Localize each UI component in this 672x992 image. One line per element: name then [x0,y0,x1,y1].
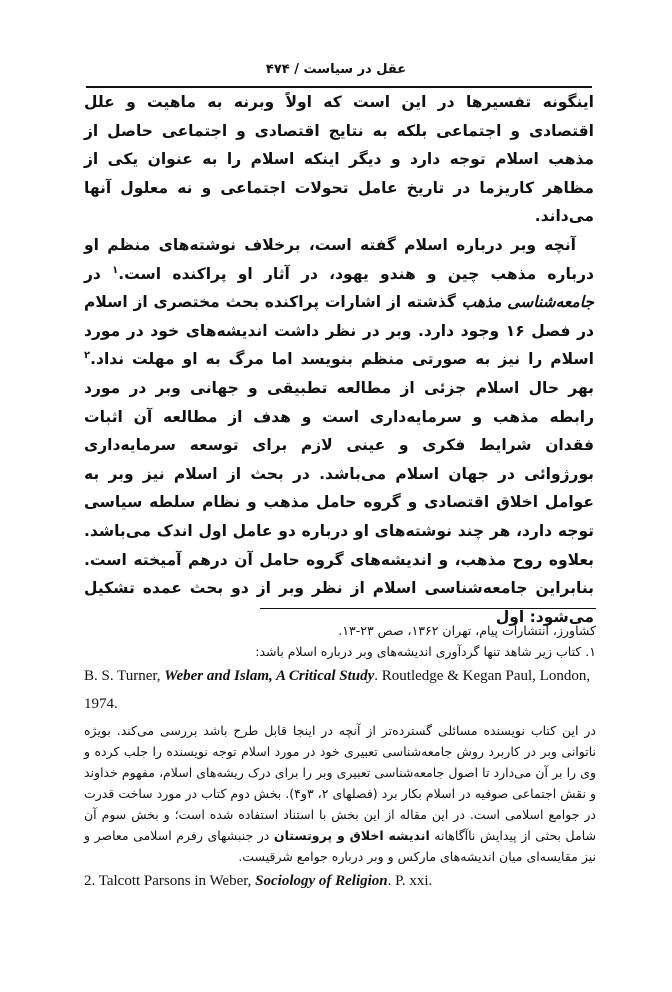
paragraph-2-part-a: آنچه وبر درباره اسلام گفته است، برخلاف نوشته‌های منظم او درباره مذهب چین و هندو یهود، در آثار او پراکنده است. [84,235,595,283]
footnote-1-body [84,720,596,867]
footnote-1-body-a: در این کتاب نویسنده مسائلی گسترده‌تر از آنچه در اینجا قابل طرح باشد بررسی می‌کند. بویژه ناتوانی وبر در کاربرد روش جامعه‌شناسی تعبیری خود در مورد اسلام توجه نویسنده را جلب کرده و وی را بر آن می‌دارد تا اصول جامعه‌شناسی تعبیری وبر را برای درک ریشه‌های اسلام، مفهوم خداوند و نقش اجتماعی صوفیه در اسلام بکار برد (فصلهای ۲، ۳و۴). بخش دوم کتاب در مورد ساخت قدرت در جوامع اسلامی است. در این مقاله از این بخش با استناد استفاده شده است؛ و بخش سوم آن شامل بحثی از پیدایش ناآگاهانه [84,723,596,843]
footnote-rule [260,608,596,609]
footnote-continuation: کشاورز، انتشارات پیام، تهران ۱۳۶۲، صص ۲۳-۱۳. [338,623,596,638]
paragraph-2-part-d: بهر حال اسلام جزئی از مطالعه تطبیقی و جهانی وبر در مورد رابطه مذهب و سرمایه‌داری است و هدف از مطالعه آن اثبات فقدان شرایط فکری و عینی لازم برای توسعه سرمایه‌داری بورژوائی در جهان اسلام می‌باشد. در بحث از اسلام نیز وبر به عوامل اخلاق اقتصادی و گروه حامل مذهب و نظام سلطه سیاسی توجه دارد، هر چند نوشته‌های او درباره دو عامل اول اندک می‌باشد. بعلاوه روح مذهب، و اندیشه‌های گروه حامل آن درهم آمیخته است. [84,378,594,569]
book-title-sociology-of-religion: جامعه‌شناسی مذهب [461,293,594,312]
footnotes [84,620,596,895]
footnote-2 [84,867,596,895]
paragraph-2-part-b: در [84,264,113,283]
paragraph-2-part-c: گذشته از اشارات پراکنده بحث مختصری از اسلام در فصل ۱۶ وجود دارد. وبر در نظر داشت اندیشه‌های خود در مورد اسلام را نیز به صورتی منظم بنویسد اما مرگ به او مهلت نداد. [84,293,594,369]
footnote-1-intro: ۱. کتاب زیر شاهد تنها گردآوری اندیشه‌های وبر درباره اسلام باشد: [255,644,596,659]
paragraph-1: اینگونه تفسیرها در این است که اولاً وبرنه به ماهیت و علل اقتصادی و اجتماعی بلکه به نتایج اقتصادی و اجتماعی حاصل از مذهب اسلام توجه دارد و دیگر اینکه اسلام را به عنوان یکی از مظاهر کاریزما در تاریخ عامل تحولات اجتماعی و نه معلول آنها می‌داند. [84,93,594,226]
footnote-ref-1[interactable]: ۱ [112,264,119,276]
footnote-1-body-b: در جنبشهای رفرم اسلامی معاصر و نیز مقایسه‌ای میان اندیشه‌های مارکس و وبر درباره جوامع شرقیست. [84,828,596,864]
paragraph-3: بنابراین جامعه‌شناسی اسلام از نظر وبر از دو بحث عمده تشکیل می‌شود: اول [84,579,594,626]
citation-title: Weber and Islam, A Critical Study [164,668,375,684]
footnote-ref-2[interactable]: ۲ [84,350,91,362]
main-text [84,88,594,631]
running-header: عقل در سیاست / ۴۷۴ [265,62,407,77]
footnote-2-author: 2. Talcott Parsons in Weber, [84,873,256,889]
footnote-2-page: . P. xxi. [387,873,433,889]
citation-author: B. S. Turner, [84,668,165,684]
footnote-1-bold-term: اندیشه اخلاق و پروتستان [273,828,430,843]
paragraph-2 [84,231,594,574]
footnote-2-title: Sociology of Religion [255,873,388,889]
footnote-1-citation [84,662,596,718]
citation-publisher: . Routledge & Kegan Paul, London, 1974. [84,668,591,712]
